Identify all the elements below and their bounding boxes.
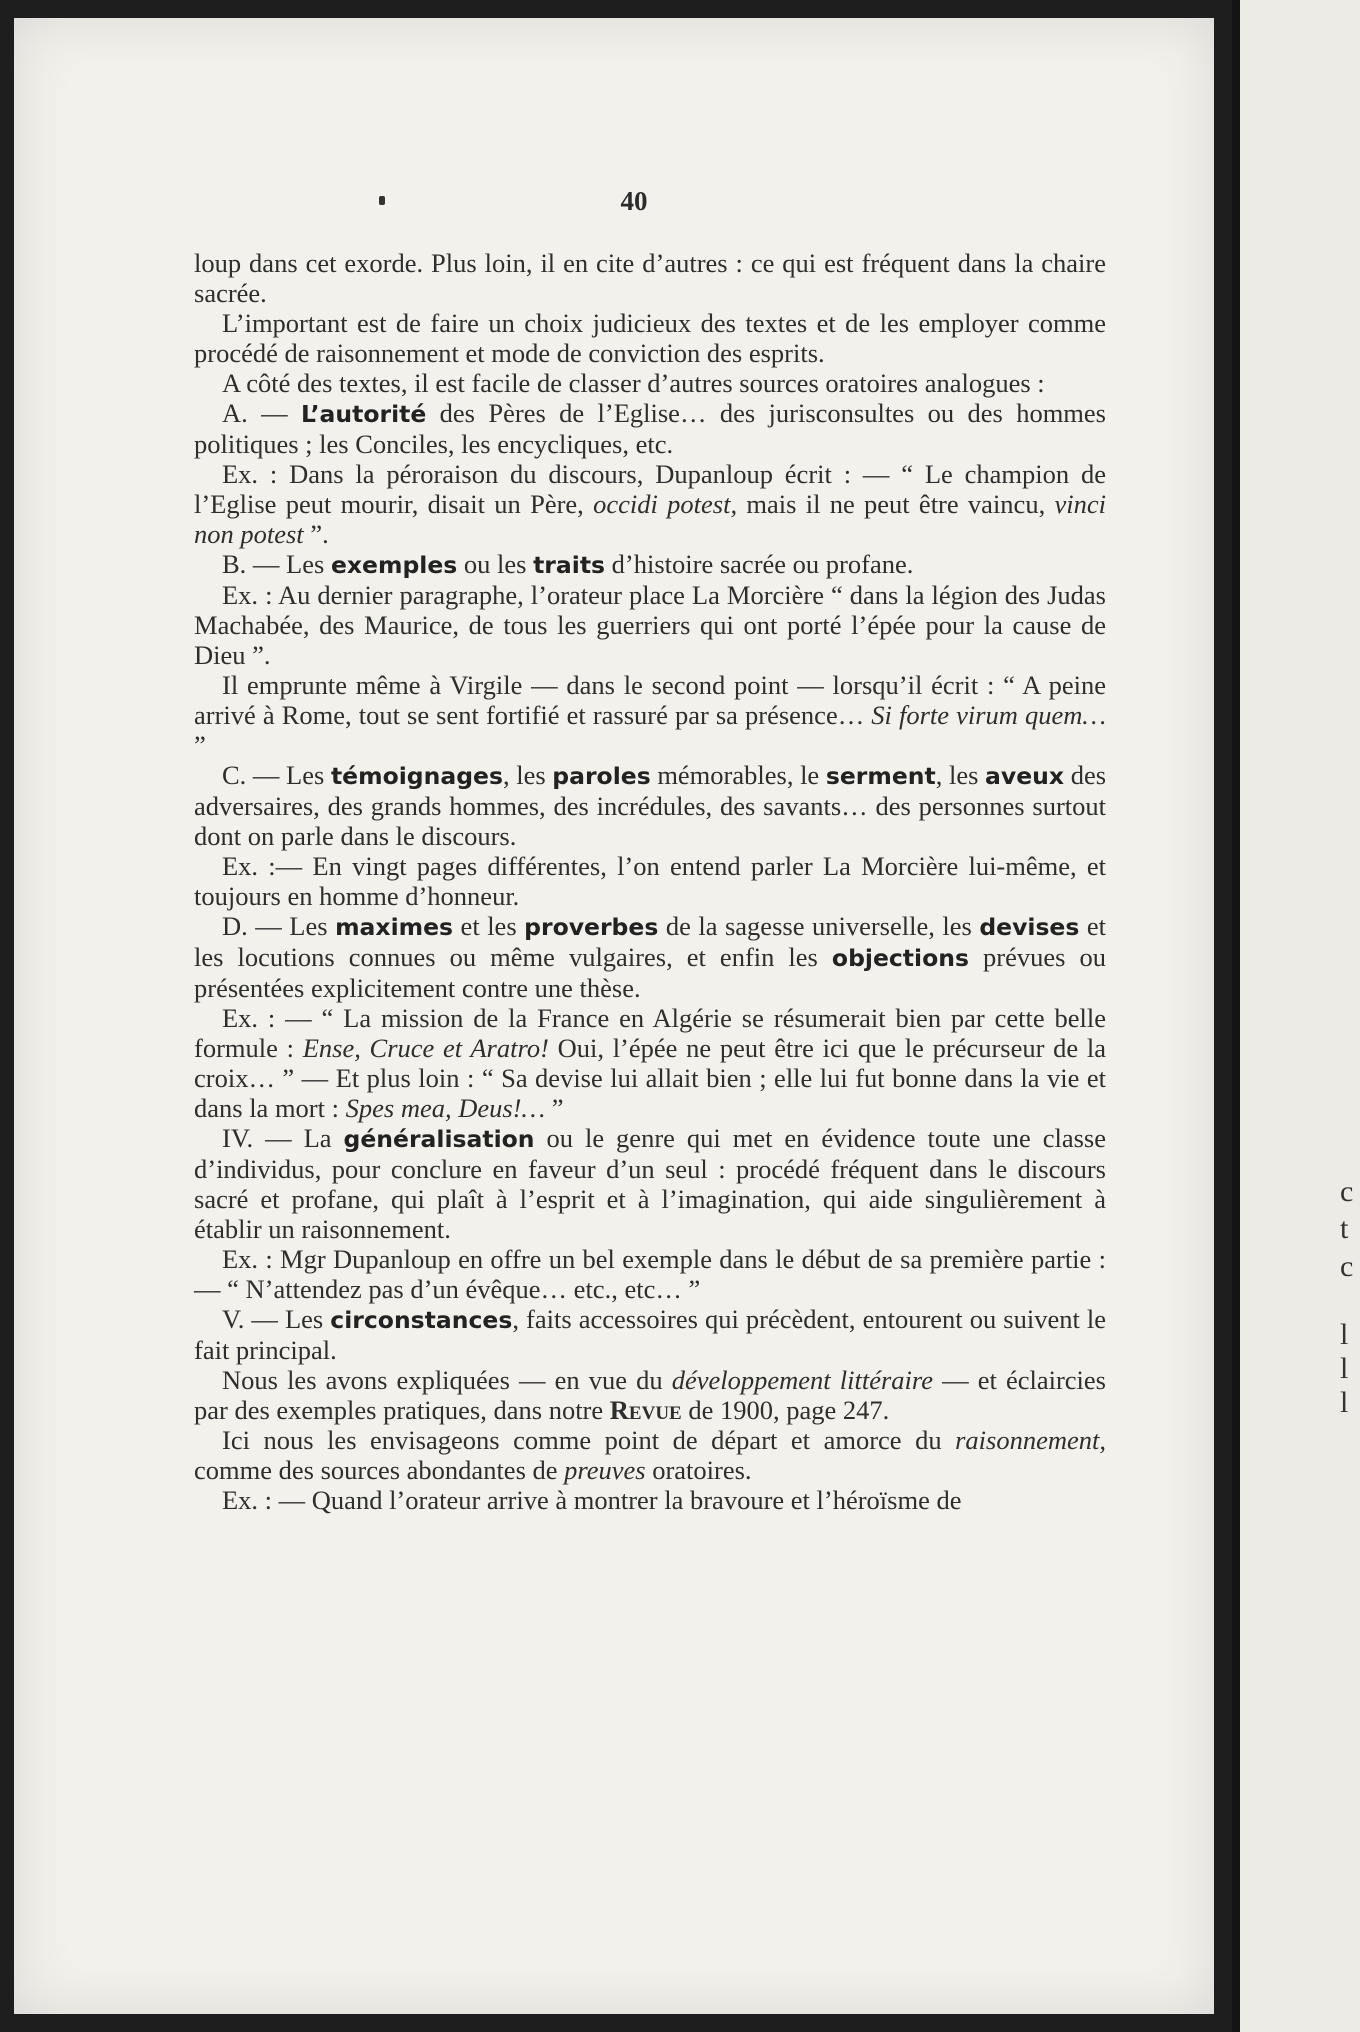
edge-glyph: c — [1340, 1175, 1354, 1208]
text-run: , les — [502, 760, 553, 790]
text-run: V. — Les — [222, 1304, 331, 1334]
text-run: A. — — [222, 398, 302, 428]
italic-text: vinci non potest — [194, 489, 1106, 549]
edge-glyph: l — [1340, 1386, 1349, 1419]
paragraph — [194, 1425, 1106, 1485]
paragraph — [194, 760, 1106, 851]
edge-glyph: t — [1340, 1212, 1349, 1245]
bold-term: maximes — [335, 913, 454, 941]
text-run: IV. — La — [222, 1123, 344, 1153]
edge-glyph: l — [1340, 1352, 1349, 1385]
text-run: Il emprunte même à Virgile — dans le second point — lorsqu’il écrit : “ A peine arrivé à Rome, tout se sent fortifié et rassuré par sa présence… — [194, 670, 1106, 730]
text-run: Ex. : Mgr Dupanloup en offre un bel exemple dans le début de sa première partie : — “ N’attendez pas d’un évêque… etc., etc… ” — [194, 1244, 1106, 1304]
paragraph — [194, 549, 1106, 580]
adjacent-page-edge — [1232, 0, 1360, 2032]
edge-glyph: l — [1340, 1318, 1349, 1351]
text-run: ”. — [303, 519, 329, 549]
italic-text: raisonnement, — [955, 1425, 1106, 1455]
paragraph — [194, 851, 1106, 911]
text-run: et les — [453, 911, 525, 941]
italic-text: développement littéraire — [671, 1365, 933, 1395]
text-run: de la sagesse universelle, les — [658, 911, 980, 941]
paragraph — [194, 1003, 1106, 1123]
text-run: oratoires. — [645, 1455, 752, 1485]
italic-text: preuves — [564, 1455, 646, 1485]
bold-term: serment — [825, 762, 936, 790]
italic-text: Spes mea, Deus!… — [345, 1093, 546, 1123]
text-run: Oui, l’épée ne peut être ici que le précurseur de la croix… ” — Et plus loin : “ Sa devise lui allait bien ; elle lui fut bonne dans la vie et dans la mort : — [194, 1033, 1107, 1123]
bold-term: aveux — [985, 762, 1065, 790]
italic-text: Si forte virum quem… — [871, 700, 1106, 730]
bold-term: proverbes — [524, 913, 659, 941]
text-run: mais il ne peut être vaincu, — [737, 489, 1055, 519]
bold-term: objections — [831, 944, 969, 972]
paragraph — [194, 248, 1106, 308]
bold-term: paroles — [552, 762, 651, 790]
text-run: C. — Les — [222, 760, 331, 790]
paragraph — [194, 1244, 1106, 1304]
paragraph — [194, 580, 1106, 670]
text-run: loup dans cet exorde. Plus loin, il en cite d’autres : ce qui est fréquent dans la chaire sacrée. — [194, 248, 1106, 308]
bold-term: devises — [979, 913, 1080, 941]
bold-term: traits — [533, 551, 606, 579]
paragraph — [194, 1123, 1106, 1244]
text-run: de 1900, page 247. — [681, 1395, 890, 1425]
text-run: Ex. :— En vingt pages différentes, l’on entend parler La Morcière lui-même, et toujours en homme d’honneur. — [194, 851, 1106, 911]
text-run: — et éclaircies par des exemples pratiques, dans notre — [194, 1365, 1106, 1425]
text-run: d’histoire sacrée ou profane. — [605, 549, 914, 579]
text-run: B. — Les — [222, 549, 331, 579]
paragraph — [194, 911, 1106, 1003]
paragraph — [194, 1365, 1106, 1425]
text-run: Ici nous les envisageons comme point de départ et amorce du — [222, 1425, 956, 1455]
paragraph — [194, 398, 1106, 459]
text-run: ou le genre qui met en évidence toute une classe d’individus, pour conclure en faveur d’un seul : procédé fréquent dans le discours sacré et profane, qui plaît à l’esprit et à l’imagination, qui aide singulièrement à établir un raisonnement. — [194, 1123, 1106, 1244]
bold-term: témoignages — [330, 762, 503, 790]
bold-term: circonstances — [330, 1306, 513, 1334]
text-run: des Pères de l’Eglise… des jurisconsultes ou des hommes politiques ; les Conciles, les encycliques, etc. — [194, 398, 1106, 459]
text-run: A côté des textes, il est facile de classer d’autres sources oratoires analogues : — [222, 368, 1045, 398]
text-run: ” — [545, 1093, 564, 1123]
page-number: 40 — [620, 186, 648, 216]
text-run: ” — [194, 730, 206, 760]
text-run: des adversaires, des grands hommes, des incrédules, des savants… des personnes surtout dont on parle dans le discours. — [194, 760, 1107, 851]
paragraph — [194, 308, 1106, 368]
body-text — [194, 248, 1106, 1515]
bold-term: exemples — [330, 551, 458, 579]
paragraph — [194, 1304, 1106, 1365]
text-run: L’important est de faire un choix judicieux des textes et de les employer comme procédé de raisonnement et mode de conviction des esprits. — [194, 308, 1106, 368]
text-run: et les locutions connues ou même vulgaires, et enfin les — [194, 911, 1107, 972]
text-run: Nous les avons expliquées — en vue du — [222, 1365, 672, 1395]
paragraph — [194, 459, 1106, 549]
text-run: Ex. : Dans la péroraison du discours, Dupanloup écrit : — “ Le champion de l’Eglise peut mourir, disait un Père, — [194, 459, 1106, 519]
text-run: Ex. : Au dernier paragraphe, l’orateur place La Morcière “ dans la légion des Judas Machabée, des Maurice, de tous les guerriers qui ont porté l’épée pour la cause de Dieu ”. — [194, 580, 1106, 670]
italic-text: occidi potest, — [593, 489, 738, 519]
italic-text: Ense, Cruce et Aratro! — [302, 1033, 549, 1063]
text-run: , les — [935, 760, 986, 790]
paragraph — [194, 368, 1106, 398]
book-page — [14, 18, 1214, 2014]
text-run: prévues ou présentées explicitement contre une thèse. — [194, 942, 1106, 1003]
text-run: , faits accessoires qui précèdent, entourent ou suivent le fait principal. — [194, 1304, 1106, 1365]
bold-term: L’autorité — [301, 400, 427, 428]
small-caps-text: Revue — [609, 1395, 682, 1425]
text-run: Ex. : — “ La mission de la France en Algérie se résumerait bien par cette belle formule : — [194, 1003, 1106, 1063]
text-run: mémorables, le — [650, 760, 826, 790]
ink-dot-mark — [379, 196, 385, 205]
paragraph — [194, 670, 1106, 760]
edge-glyph: c — [1340, 1250, 1354, 1283]
text-run: ou les — [457, 549, 534, 579]
text-run: Ex. : — Quand l’orateur arrive à montrer la bravoure et l’héroïsme de — [222, 1485, 962, 1515]
text-run: comme des sources abondantes de — [194, 1455, 565, 1485]
paragraph — [194, 1485, 1106, 1515]
bold-term: généralisation — [343, 1125, 535, 1153]
text-run: D. — Les — [222, 911, 336, 941]
